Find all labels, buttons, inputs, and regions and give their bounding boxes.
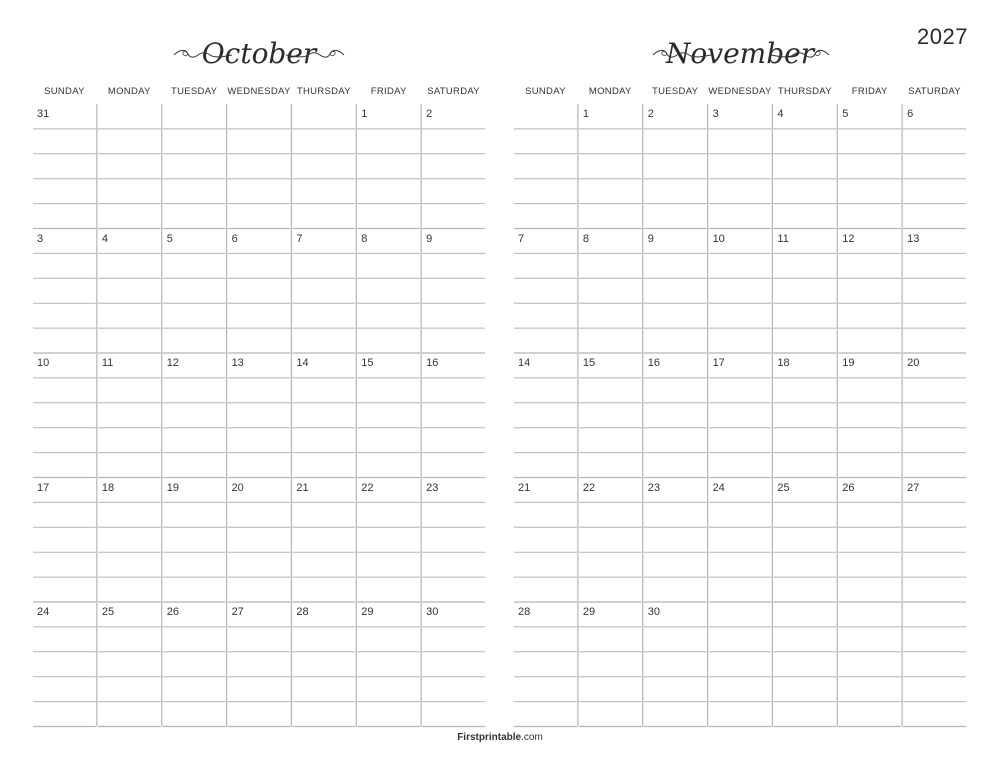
day-number: 18 <box>777 357 790 369</box>
day-number: 16 <box>426 357 439 369</box>
day-number: 11 <box>777 232 789 245</box>
day-number: 25 <box>101 606 115 618</box>
day-number: 21 <box>518 481 531 494</box>
day-number: 21 <box>296 481 309 494</box>
footer-brand-name: Firstprintable <box>457 732 522 743</box>
day-number: 26 <box>166 606 179 618</box>
day-number: 14 <box>296 357 309 369</box>
day-number: 20 <box>907 357 920 369</box>
weekday-monday: MONDAY <box>107 85 151 97</box>
day-number: 7 <box>296 232 303 245</box>
day-number: 20 <box>231 481 244 494</box>
day-number: 2 <box>647 108 654 120</box>
weekday-wednesday: WEDNESDAY <box>227 85 291 97</box>
day-number: 27 <box>907 481 920 494</box>
day-number: 7 <box>518 232 525 245</box>
day-number: 16 <box>647 357 660 369</box>
day-number: 28 <box>518 606 531 618</box>
day-number: 29 <box>361 606 374 618</box>
day-number: 8 <box>582 232 589 245</box>
day-number: 19 <box>166 481 179 494</box>
day-number: 1 <box>361 108 368 120</box>
day-number: 5 <box>842 108 849 120</box>
month-name: November <box>665 37 815 70</box>
weekday-header <box>513 78 967 104</box>
day-number: 1 <box>582 108 589 120</box>
day-number: 15 <box>582 357 596 369</box>
day-number: 5 <box>166 232 173 245</box>
weekday-monday: MONDAY <box>588 85 632 97</box>
day-number: 8 <box>361 232 368 245</box>
month-title <box>513 30 967 78</box>
weekday-sunday: SUNDAY <box>525 85 566 97</box>
year-label: 2027 <box>917 24 968 49</box>
day-number: 10 <box>37 357 50 369</box>
day-number: 30 <box>426 606 439 618</box>
day-number: 12 <box>166 357 179 369</box>
weekday-wednesday: WEDNESDAY <box>708 85 772 97</box>
day-number: 4 <box>101 232 108 245</box>
day-number: 23 <box>426 481 439 494</box>
calendar-grid <box>32 104 486 726</box>
day-number: 4 <box>777 108 784 120</box>
day-number: 13 <box>907 232 920 245</box>
grid-lines <box>32 104 486 729</box>
day-number: 13 <box>231 357 244 369</box>
day-number: 26 <box>842 481 855 494</box>
month-title <box>32 30 486 78</box>
flourish-right-icon <box>284 46 346 62</box>
weekday-header <box>32 78 486 104</box>
footer-brand <box>0 732 1000 743</box>
day-number: 27 <box>231 606 244 618</box>
day-number: 11 <box>101 357 114 369</box>
flourish-right-icon <box>769 46 831 62</box>
day-number: 6 <box>907 108 914 120</box>
day-number: 18 <box>101 481 115 494</box>
grid-lines <box>513 104 967 729</box>
day-number: 29 <box>582 606 596 618</box>
footer-brand-suffix: .com <box>521 732 543 743</box>
day-number: 6 <box>231 232 238 245</box>
weekday-tuesday: TUESDAY <box>652 85 699 97</box>
day-number: 31 <box>37 108 50 120</box>
day-number: 9 <box>647 232 654 245</box>
flourish-left-icon <box>651 46 713 62</box>
month-name: October <box>201 37 317 70</box>
weekday-friday: FRIDAY <box>370 85 407 97</box>
day-number: 19 <box>842 357 855 369</box>
weekday-sunday: SUNDAY <box>44 85 85 97</box>
day-number: 14 <box>518 357 531 369</box>
day-number: 12 <box>842 232 855 245</box>
day-number: 24 <box>712 481 725 494</box>
day-number: 24 <box>37 606 50 618</box>
calendar-grid <box>513 104 967 726</box>
day-number: 3 <box>37 232 44 245</box>
weekday-friday: FRIDAY <box>851 85 888 97</box>
day-number: 9 <box>426 232 433 245</box>
month-november <box>513 30 967 726</box>
flourish-left-icon <box>172 46 234 62</box>
day-number: 3 <box>712 108 719 120</box>
day-number: 28 <box>296 606 309 618</box>
day-number: 23 <box>647 481 660 494</box>
weekday-thursday: THURSDAY <box>777 85 832 97</box>
weekday-thursday: THURSDAY <box>296 85 351 97</box>
day-number: 17 <box>712 357 725 369</box>
month-october <box>32 30 486 726</box>
day-number: 22 <box>361 481 374 494</box>
day-number: 22 <box>582 481 596 494</box>
day-number: 2 <box>426 108 433 120</box>
day-number: 17 <box>37 481 50 494</box>
day-number: 10 <box>712 232 725 245</box>
weekday-saturday: SATURDAY <box>427 85 480 97</box>
day-number: 15 <box>361 357 374 369</box>
day-number: 25 <box>777 481 790 494</box>
weekday-saturday: SATURDAY <box>908 85 961 97</box>
day-number: 30 <box>647 606 660 618</box>
weekday-tuesday: TUESDAY <box>171 85 218 97</box>
